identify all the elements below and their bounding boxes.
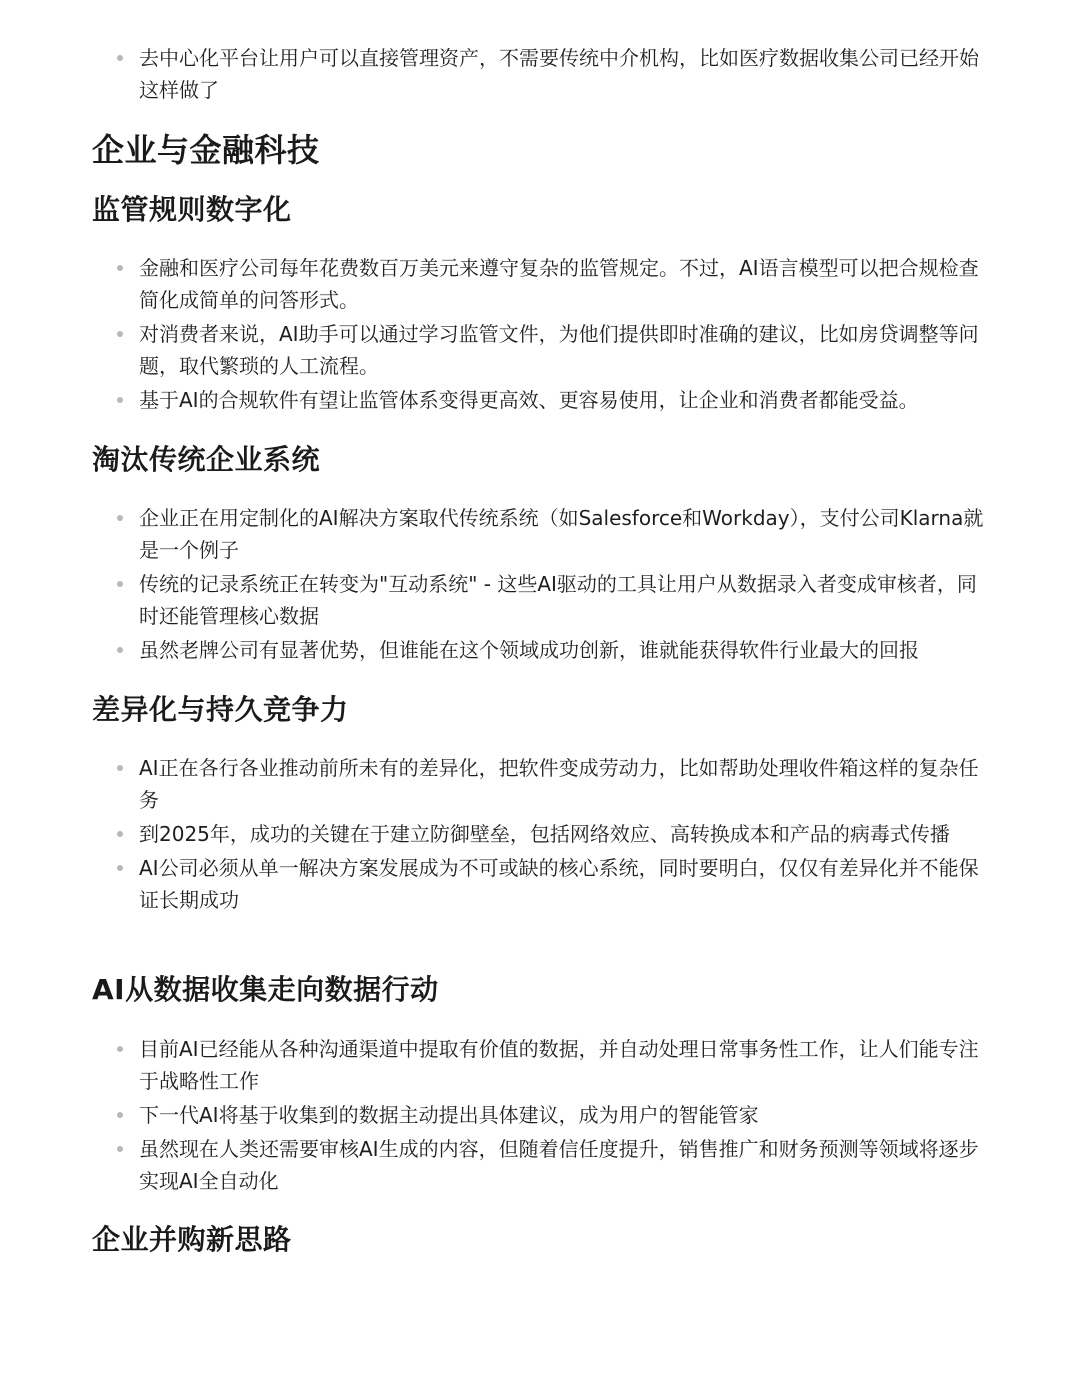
differentiation-list	[0, 752, 1080, 918]
list-item	[0, 1033, 1080, 1097]
bullet-icon	[117, 331, 123, 337]
list-item-text: 虽然现在人类还需要审核AI生成的内容，但随着信任度提升，销售推广和财务预测等领域将逐步实现AI全自动化	[139, 1137, 979, 1193]
list-item-text: 目前AI已经能从各种沟通渠道中提取有价值的数据，并自动处理日常事务性工作，让人们能专注于战略性工作	[139, 1037, 979, 1093]
legacy-systems-list	[0, 502, 1080, 668]
subsection-title-legacy-systems: 淘汰传统企业系统	[92, 443, 321, 476]
list-item-text: AI公司必须从单一解决方案发展成为不可或缺的核心系统，同时要明白，仅仅有差异化并不能保证长期成功	[139, 856, 979, 912]
bullet-icon	[117, 397, 123, 403]
list-item-text: 虽然老牌公司有显著优势，但谁能在这个领域成功创新，谁就能获得软件行业最大的回报	[139, 638, 919, 662]
list-item-text: 对消费者来说，AI助手可以通过学习监管文件，为他们提供即时准确的建议，比如房贷调整等问题，取代繁琐的人工流程。	[139, 322, 979, 378]
section-title: 企业与金融科技	[92, 131, 320, 169]
bullet-icon	[117, 515, 123, 521]
bullet-icon	[117, 55, 123, 61]
data-action-list	[0, 1033, 1080, 1199]
bullet-icon	[117, 647, 123, 653]
list-item	[0, 818, 1080, 850]
list-item	[0, 1133, 1080, 1197]
list-item	[0, 852, 1080, 916]
list-item-text: 金融和医疗公司每年花费数百万美元来遵守复杂的监管规定。不过，AI语言模型可以把合规检查简化成简单的问答形式。	[139, 256, 979, 312]
list-item	[0, 384, 1080, 416]
list-item	[0, 252, 1080, 316]
subsection-title-differentiation: 差异化与持久竞争力	[92, 693, 349, 726]
list-item-text: AI正在各行各业推动前所未有的差异化，把软件变成劳动力，比如帮助处理收件箱这样的复杂任务	[139, 756, 979, 812]
regulation-list	[0, 252, 1080, 418]
list-item	[0, 752, 1080, 816]
subsection-title-data-action: AI从数据收集走向数据行动	[92, 973, 439, 1006]
list-item-text: 传统的记录系统正在转变为"互动系统" - 这些AI驱动的工具让用户从数据录入者变成审核者，同时还能管理核心数据	[139, 572, 977, 628]
list-item-text: 下一代AI将基于收集到的数据主动提出具体建议，成为用户的智能管家	[139, 1103, 759, 1127]
list-item	[0, 502, 1080, 566]
list-item-text: 到2025年，成功的关键在于建立防御壁垒，包括网络效应、高转换成本和产品的病毒式传播	[139, 822, 950, 846]
intro-list	[0, 42, 1080, 108]
bullet-icon	[117, 581, 123, 587]
bullet-icon	[117, 765, 123, 771]
bullet-icon	[117, 1146, 123, 1152]
bullet-icon	[117, 1046, 123, 1052]
list-item	[0, 568, 1080, 632]
subsection-title-regulation: 监管规则数字化	[92, 193, 292, 226]
bullet-icon	[117, 831, 123, 837]
list-item-text: 基于AI的合规软件有望让监管体系变得更高效、更容易使用，让企业和消费者都能受益。	[139, 388, 919, 412]
bullet-icon	[117, 265, 123, 271]
list-item	[0, 42, 1080, 106]
bullet-icon	[117, 1112, 123, 1118]
list-item-text: 去中心化平台让用户可以直接管理资产，不需要传统中介机构，比如医疗数据收集公司已经开始这样做了	[139, 46, 979, 102]
list-item	[0, 1099, 1080, 1131]
list-item	[0, 318, 1080, 382]
list-item-text: 企业正在用定制化的AI解决方案取代传统系统（如Salesforce和Workday），支付公司Klarna就是一个例子	[139, 506, 984, 562]
list-item	[0, 634, 1080, 666]
bullet-icon	[117, 865, 123, 871]
subsection-title-mna: 企业并购新思路	[92, 1223, 292, 1256]
